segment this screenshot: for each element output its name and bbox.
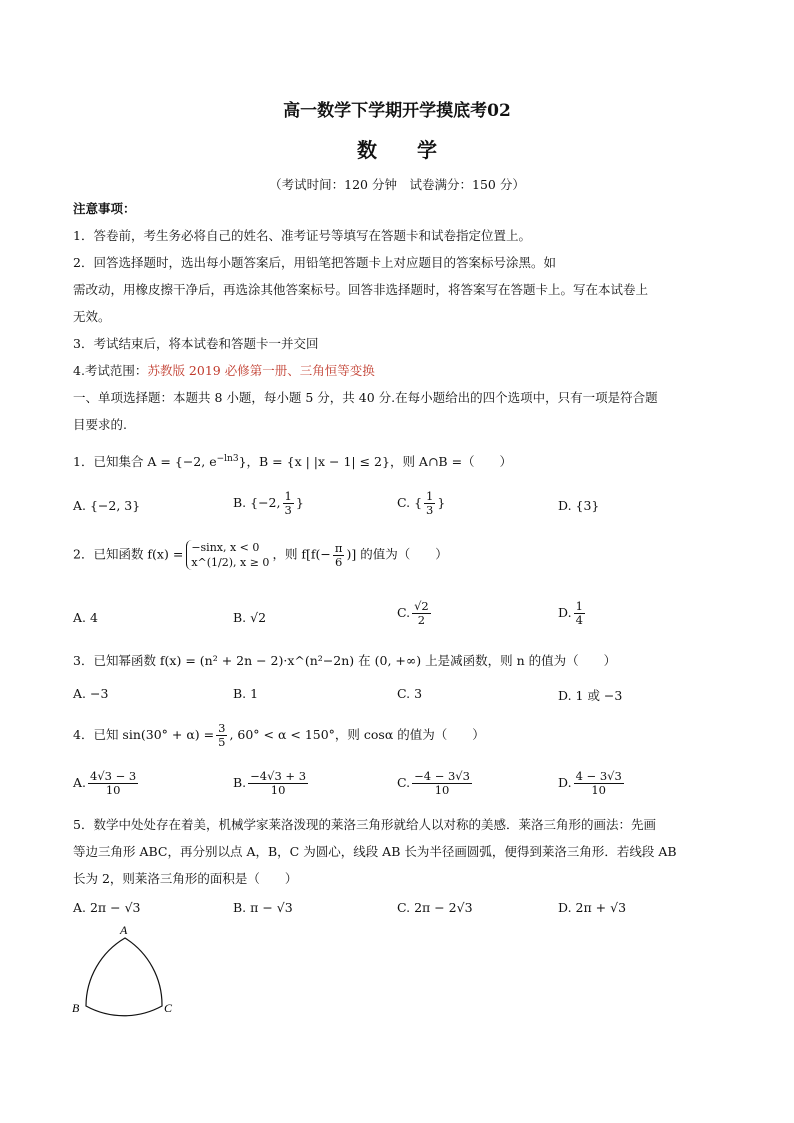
- q1-b-denominator: 3: [284, 503, 292, 517]
- q4-option-c: [397, 770, 474, 797]
- q2-d-denominator: 4: [575, 613, 583, 627]
- q4-c-fraction: [412, 770, 472, 797]
- exam-scope: 苏教版 2019 必修第一册、三角恒等变换: [147, 363, 375, 378]
- q4-stem-part-a: 4．已知 sin(30° + α) =: [73, 727, 215, 742]
- q1-stem-part-b: }，B = {x | |x − 1| ≤ 2}，则 A∩B =（ ）: [238, 454, 513, 470]
- q2-c-fraction: [412, 600, 431, 627]
- q4-c-numerator: −4 − 3√3: [414, 769, 470, 783]
- q4-a-prefix: A.: [73, 775, 87, 790]
- q4-c-denominator: 10: [434, 783, 450, 797]
- reuleaux-triangle-figure: [64, 922, 194, 1022]
- q1-c-fraction: [424, 490, 435, 517]
- vertex-label-c: C: [164, 1001, 173, 1015]
- question-5-line3: 长为 2，则莱洛三角形的面积是（ ）: [73, 871, 298, 886]
- q2-pi-numerator: π: [334, 540, 343, 555]
- q3-option-d: D. 1 或 −3: [558, 688, 623, 703]
- q2-pi-fraction: [333, 542, 345, 569]
- q2-c-denominator: 2: [417, 613, 426, 627]
- q3-option-c: C. 3: [397, 686, 423, 701]
- subject-title: 数 学: [357, 138, 437, 162]
- question-4-stem: [73, 722, 485, 749]
- q4-b-denominator: 10: [270, 783, 286, 797]
- q1-c-suffix: }: [437, 495, 446, 510]
- q2-option-d: [558, 600, 587, 627]
- notes-heading: 注意事项：: [73, 201, 136, 216]
- q1-c-denominator: 3: [426, 503, 434, 517]
- note-item-4-prefix: 4.考试范围：: [73, 363, 148, 378]
- question-5-line1: 5．数学中处处存在着美，机械学家莱洛泼现的莱洛三角形就给人以对称的美感．莱洛三角形的画法：先画: [73, 817, 656, 832]
- q1-option-b: [233, 490, 304, 517]
- vertex-label-b: B: [72, 1001, 80, 1015]
- q1-option-c: [397, 490, 445, 517]
- note-item-2a: 2．回答选择题时，选出每小题答案后，用铅笔把答题卡上对应题目的答案标号涂黑。如: [73, 255, 556, 270]
- q2-case-2: x^(1/2), x ≥ 0: [191, 556, 270, 569]
- q4-d-prefix: D.: [558, 775, 572, 790]
- q4-option-d: [558, 770, 626, 797]
- q4-a-denominator: 10: [105, 783, 121, 797]
- q1-b-prefix: B. {−2,: [233, 495, 281, 510]
- question-3-stem: 3．已知幂函数 f(x) = (n² + 2n − 2)·x^(n²−2n) 在 (0, +∞) 上是减函数，则 n 的值为（ ）: [73, 653, 617, 668]
- question-2-stem: [73, 540, 448, 570]
- q2-option-a: A. 4: [73, 610, 98, 625]
- q2-option-c: [397, 600, 433, 627]
- q2-c-prefix: C.: [397, 605, 411, 620]
- q1-b-fraction: [283, 490, 294, 517]
- q2-d-prefix: D.: [558, 605, 572, 620]
- q1-stem-part-a: 1．已知集合 A = {−2, e: [73, 454, 217, 470]
- q2-stem-part-c: )] 的值为（ ）: [346, 546, 448, 562]
- q4-fraction: [216, 722, 227, 749]
- note-item-1: 1．答卷前，考生务必将自己的姓名、准考证号等填写在答题卡和试卷指定位置上。: [73, 228, 531, 243]
- q2-c-numerator: √2: [414, 599, 429, 613]
- q4-d-denominator: 10: [591, 783, 606, 797]
- exam-info: （考试时间：120 分钟 试卷满分：150 分）: [269, 177, 525, 192]
- q4-b-fraction: [248, 770, 308, 797]
- q4-b-numerator: −4√3 + 3: [250, 769, 307, 783]
- question-1-stem: [73, 450, 512, 471]
- q4-option-b: [233, 770, 310, 797]
- q2-d-numerator: 1: [575, 599, 583, 613]
- q4-option-a: [73, 770, 140, 797]
- question-5-line2: 等边三角形 ABC，再分别以点 A，B，C 为圆心，线段 AB 长为半径画圆弧，便得到莱洛三角形．若线段 AB: [73, 844, 677, 859]
- q4-numerator: 3: [218, 721, 226, 735]
- section-heading-line2: 目要求的.: [73, 417, 127, 432]
- q2-stem-part-b: ，则 f[f(−: [272, 546, 331, 562]
- q5-option-a: A. 2π − √3: [73, 900, 141, 915]
- q3-option-b: B. 1: [233, 686, 259, 701]
- q2-piecewise: [186, 540, 269, 570]
- q1-b-numerator: 1: [284, 489, 292, 503]
- q4-a-numerator: 4√3 − 3: [90, 769, 137, 783]
- q5-option-d: D. 2π + √3: [558, 900, 627, 915]
- q4-d-numerator: 4 − 3√3: [575, 769, 622, 783]
- q2-stem-part-a: 2．已知函数 f(x) =: [73, 546, 184, 562]
- note-item-2c: 无效。: [73, 309, 111, 324]
- vertex-label-a: A: [120, 923, 128, 937]
- q1-c-numerator: 1: [426, 489, 434, 503]
- q2-pi-denominator: 6: [335, 554, 343, 569]
- note-item-4: [73, 362, 375, 380]
- q1-option-a: A. {−2, 3}: [73, 498, 141, 513]
- q1-exponent: −ln3: [216, 454, 239, 464]
- section-heading-line1: 一、单项选择题：本题共 8 小题，每小题 5 分，共 40 分.在每小题给出的四个选项中，只有一项是符合题: [73, 390, 658, 405]
- exam-title: 高一数学下学期开学摸底考02: [283, 101, 511, 121]
- q3-option-a: A. −3: [73, 686, 109, 701]
- q1-c-prefix: C. {: [397, 495, 423, 510]
- q4-d-fraction: [574, 770, 624, 797]
- q4-c-prefix: C.: [397, 775, 411, 790]
- q2-d-fraction: [574, 600, 585, 627]
- q5-option-b: B. π − √3: [233, 900, 293, 915]
- q1-b-suffix: }: [295, 495, 304, 510]
- q2-case-1: −sinx, x < 0: [191, 541, 260, 554]
- q4-b-prefix: B.: [233, 775, 247, 790]
- q4-a-fraction: [88, 770, 138, 797]
- q5-option-c: C. 2π − 2√3: [397, 900, 473, 915]
- reuleaux-triangle-outline: [86, 938, 162, 1016]
- note-item-2b: 需改动，用橡皮擦干净后，再选涂其他答案标号。回答非选择题时，将答案写在答题卡上。写在本试卷上: [73, 282, 649, 297]
- q4-stem-part-b: , 60° < α < 150°，则 cosα 的值为（ ）: [229, 727, 485, 742]
- q1-option-d: D. {3}: [558, 498, 600, 513]
- q4-denominator: 5: [218, 735, 226, 749]
- q2-option-b: B. √2: [233, 610, 267, 625]
- note-item-3: 3．考试结束后，将本试卷和答题卡一并交回: [73, 336, 319, 351]
